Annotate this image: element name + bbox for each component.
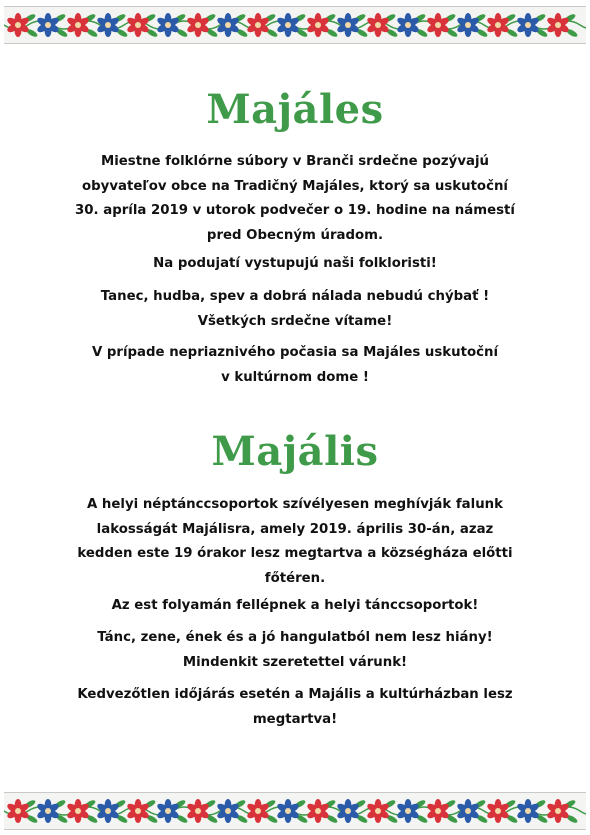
text-line: obyvateľov obce na Tradičný Majáles, ktorý sa uskutoční xyxy=(82,178,508,194)
text-line: v kultúrnom dome ! xyxy=(221,369,369,385)
text-line: Tánc, zene, ének és a jó hangulatból nem lesz hiány! xyxy=(97,630,493,645)
slovak-performers: Na podujatí vystupujú naši folkloristi! xyxy=(153,256,437,271)
flower-border-icon xyxy=(4,793,586,829)
text-line: lakosságát Majálisra, amely 2019. április 30-án, azaz xyxy=(96,521,494,537)
text-line: Miestne folklórne súbory v Branči srdečne pozývajú xyxy=(101,154,489,169)
text-line: megtartva! xyxy=(252,711,338,727)
folk-flower-border-bottom xyxy=(4,792,586,830)
slovak-weather-notice xyxy=(40,341,550,390)
hungarian-performers: Az est folyamán fellépnek a helyi tánccsoportok! xyxy=(111,598,479,613)
slovak-title: Majáles xyxy=(206,86,384,133)
hungarian-welcome xyxy=(40,626,550,675)
hungarian-weather-notice xyxy=(40,683,550,732)
hungarian-title: Majális xyxy=(211,428,379,475)
text-line: főtéren. xyxy=(264,570,326,586)
text-line: V prípade nepriaznivého počasia sa Majáles uskutoční xyxy=(91,345,499,360)
slovak-invitation xyxy=(40,150,550,248)
slovak-welcome xyxy=(40,285,550,334)
flower-border-icon xyxy=(4,7,586,43)
text-line: Všetkých srdečne vítame! xyxy=(197,313,393,329)
text-line: Mindenkit szeretettel várunk! xyxy=(182,654,408,670)
text-line: Tanec, hudba, spev a dobrá nálada nebudú chýbať ! xyxy=(100,289,490,304)
hungarian-invitation xyxy=(40,493,550,591)
text-line: Kedvezőtlen időjárás esetén a Majális a kultúrházban lesz xyxy=(77,687,513,702)
text-line: 30. apríla 2019 v utorok podvečer o 19. hodine na námestí xyxy=(75,203,515,218)
text-line: A helyi néptánccsoportok szívélyesen meghívják falunk xyxy=(87,497,503,512)
folk-flower-border-top xyxy=(4,6,586,44)
text-line: pred Obecným úradom. xyxy=(206,227,384,243)
text-line: kedden este 19 órakor lesz megtartva a községháza előtti xyxy=(77,546,513,561)
